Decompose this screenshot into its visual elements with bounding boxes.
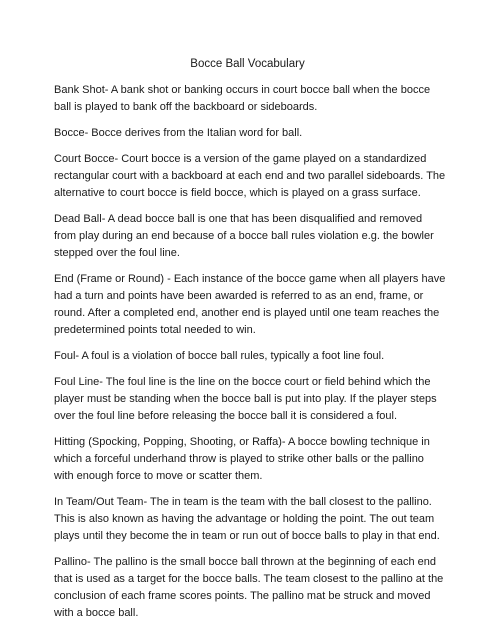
vocabulary-entry-court-bocce: Court Bocce- Court bocce is a version of the game played on a standardized rectangular court with a backboard at each end and two parallel sideboards. The alternative to court bocce is field bocce, which is played on a grass surface. <box>54 153 446 199</box>
vocabulary-entry-dead-ball: Dead Ball- A dead bocce ball is one that has been disqualified and removed from play during an end because of a bocce ball rules violation e.g. the bowler stepped over the foul line. <box>54 213 434 259</box>
vocabulary-entry-bocce: Bocce- Bocce derives from the Italian word for ball. <box>54 127 303 139</box>
vocabulary-entry-hitting: Hitting (Spocking, Popping, Shooting, or Raffa)- A bocce bowling technique in which a forceful underhand throw is played to strike other balls or the pallino with enough force to move or scatter them. <box>54 436 430 482</box>
document-title: Bocce Ball Vocabulary <box>190 58 305 70</box>
vocabulary-entry-pallino: Pallino- The pallino is the small bocce ball thrown at the beginning of each end that is used as a target for the bocce balls. The team closest to the pallino at the conclusion of each frame scores points. The pallino mat be struck and moved with a bocce ball. <box>54 556 444 619</box>
vocabulary-entry-end: End (Frame or Round) - Each instance of the bocce game when all players have had a turn and points have been awarded is referred to as an end, frame, or round. After a completed end, another end is played until one team reaches the predetermined points total needed to win. <box>54 273 446 336</box>
vocabulary-list <box>54 82 446 631</box>
vocabulary-entry-in-team-out-team: In Team/Out Team- The in team is the team with the ball closest to the pallino. This is also known as having the advantage or holding the point. The out team plays until they become the in team or run out of bocce balls to play in that end. <box>54 496 440 542</box>
vocabulary-entry-bank-shot: Bank Shot- A bank shot or banking occurs in court bocce ball when the bocce ball is played to bank off the backboard or sideboards. <box>54 84 431 113</box>
vocabulary-entry-foul-line: Foul Line- The foul line is the line on the bocce court or field behind which the player must be standing when the bocce ball is put into play. If the player steps over the foul line before releasing the bocce ball it is considered a foul. <box>54 376 437 422</box>
vocabulary-entry-foul: Foul- A foul is a violation of bocce ball rules, typically a foot line foul. <box>54 350 385 362</box>
